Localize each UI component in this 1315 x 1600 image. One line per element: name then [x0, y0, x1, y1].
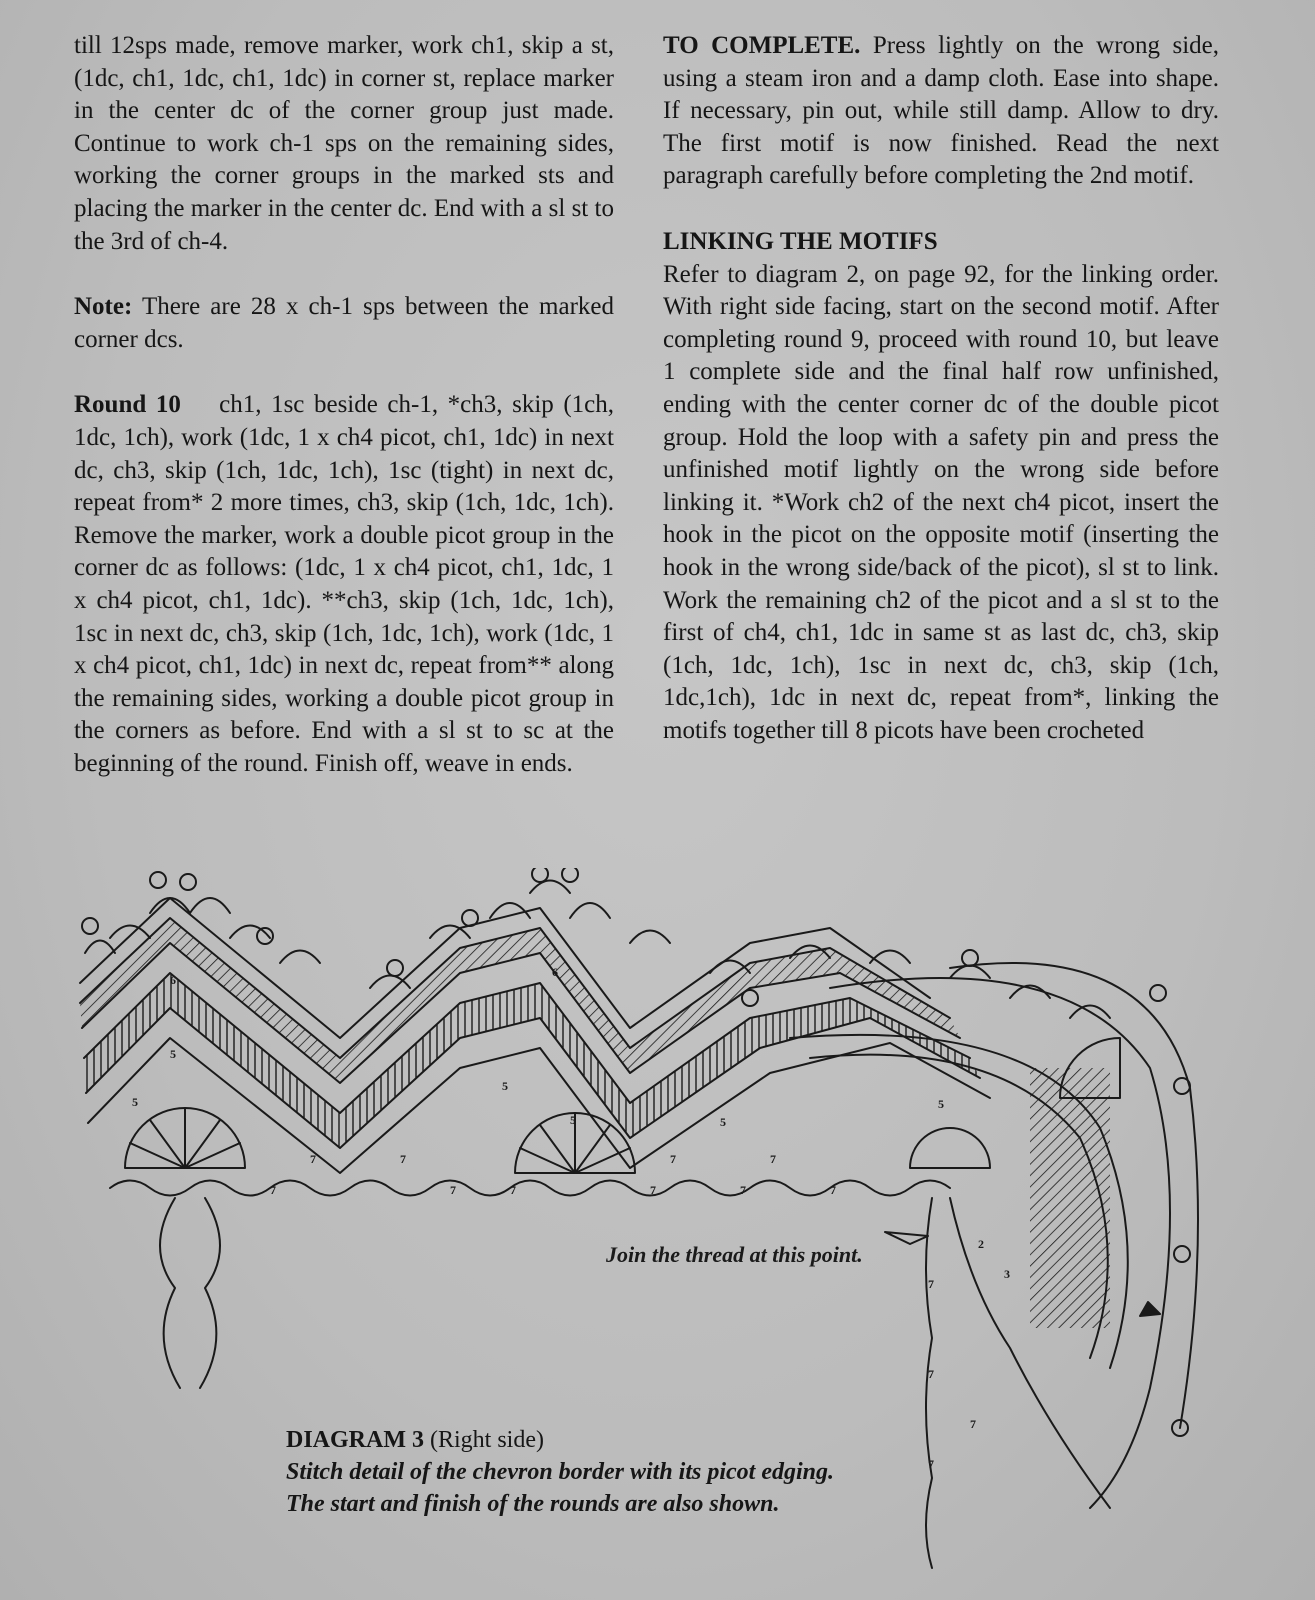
caption-title-line [286, 1424, 846, 1456]
side-chain [926, 1198, 932, 1568]
round-number: 7 [970, 1417, 976, 1431]
left-column [74, 30, 614, 780]
diagram-caption [286, 1424, 846, 1520]
fan [910, 1128, 990, 1168]
linking-paragraph: Refer to diagram 2, on page 92, for the linking order. With right side facing, start on the second motif. After completing round 9, proceed with round 10, but leave 1 complete side and the final half row unfinished, ending with the center corner dc of the double picot group. Hold the loop with a safety pin and press the unfinished motif lightly on the wrong side before linking it. *Work ch2 of the next ch4 picot, insert the hook in the picot on the opposite motif (inserting the hook in the wrong side/back of the picot), sl st to link. Work the remaining ch2 of the picot and a sl st to the first of ch4, ch1, 1dc in same st as last dc, ch3, skip (1ch, 1dc, 1ch), 1sc in next dc, ch3, skip (1ch, 1dc,1ch), 1dc in next dc, repeat from*, linking the motifs together till 8 picots have been crocheted [663, 260, 1219, 744]
spacer [663, 193, 1219, 226]
round-label: Round 10 [74, 391, 181, 419]
picot-rings [82, 868, 1190, 1436]
round-number: 7 [740, 1183, 746, 1197]
round-number: 5 [132, 1095, 138, 1109]
note-label: Note: [74, 293, 133, 321]
round-text: ch1, 1sc beside ch-1, *ch3, skip (1ch, 1dc, 1ch), work (1dc, 1 x ch4 picot, ch1, 1dc) in next dc, ch3, skip (1ch, 1dc, 1ch), 1sc (tight) in next dc, repeat from* 2 more times, ch3, skip (1ch, 1dc, 1ch). Remove the marker, work a double picot group in the corner dc as follows: (1dc, 1 x ch4 picot, ch1, 1dc, 1 x ch4 picot, ch1, 1dc). **ch3, skip (1ch, 1dc, 1ch), 1sc in next dc, ch3, skip (1ch, 1dc, 1ch), work (1dc, 1 x ch4 picot, ch1, 1dc) in next dc, repeat from** along the remaining sides, working a double picot group in the corners as before. End with a sl st to sc at the beginning of the round. Finish off, weave in ends. [74, 391, 615, 777]
end-arrow-icon [1140, 1302, 1160, 1316]
round-number: 7 [928, 1277, 934, 1291]
round-10-paragraph [74, 389, 614, 780]
complete-text: Press lightly on the wrong side, using a steam iron and a damp cloth. Ease into shape. If necessary, pin out, while still damp. Allow to dry. The first motif is now finished. Read the next paragraph carefully before completing the 2nd motif. [663, 32, 1219, 190]
caption-side: (Right side) [430, 1427, 544, 1453]
note-paragraph [74, 291, 614, 356]
spacer [74, 356, 614, 389]
round-number: 5 [938, 1097, 944, 1111]
round-number: 7 [510, 1183, 516, 1197]
round-number: 6 [170, 973, 176, 987]
round-number: 7 [400, 1152, 406, 1166]
round-number: 5 [170, 1047, 176, 1061]
join-thread-label: Join the thread at this point. [606, 1242, 863, 1267]
round-number: 5 [502, 1079, 508, 1093]
round-number: 6 [552, 965, 558, 979]
round-number: 7 [830, 1183, 836, 1197]
edge-chain [160, 1198, 180, 1388]
right-column [663, 30, 1219, 747]
round-number: 7 [928, 1457, 934, 1471]
caption-description: Stitch detail of the chevron border with its picot edging. The start and finish of the rounds are also shown. [286, 1459, 835, 1517]
edge-chain [200, 1198, 220, 1388]
round-number: 7 [670, 1152, 676, 1166]
base-chain [110, 1181, 950, 1196]
round-number: 7 [928, 1367, 934, 1381]
linking-heading: LINKING THE MOTIFS [663, 227, 938, 255]
round-number: 2 [978, 1237, 984, 1251]
round-number: 3 [1004, 1267, 1010, 1281]
caption-title: DIAGRAM 3 [286, 1427, 424, 1453]
round-number: 5 [570, 1113, 576, 1127]
round-number: 5 [720, 1115, 726, 1129]
complete-label: TO COMPLETE. [663, 32, 861, 59]
round-number: 7 [310, 1152, 316, 1166]
join-arrow-icon [885, 1232, 928, 1244]
round-number: 7 [770, 1152, 776, 1166]
round-number: 7 [650, 1183, 656, 1197]
round-number: 7 [450, 1183, 456, 1197]
spacer [74, 258, 614, 291]
note-text: There are 28 x ch-1 sps between the marked corner dcs. [74, 293, 614, 353]
fan-spokes [130, 1108, 630, 1173]
chevron-row [88, 1038, 990, 1173]
round-number: 7 [270, 1183, 276, 1197]
complete-paragraph [663, 30, 1219, 193]
left-paragraph-continuation: till 12sps made, remove marker, work ch1, skip a st, (1dc, ch1, 1dc, ch1, 1dc) in corner st, replace marker in the center dc of the corner group just made. Continue to work ch-1 sps on the remaining sides, working the corner groups in the marked sts and placing the marker in the center dc. End with a sl st to the 3rd of ch-4. [74, 32, 614, 255]
corner-stitch-band [1030, 1068, 1110, 1328]
